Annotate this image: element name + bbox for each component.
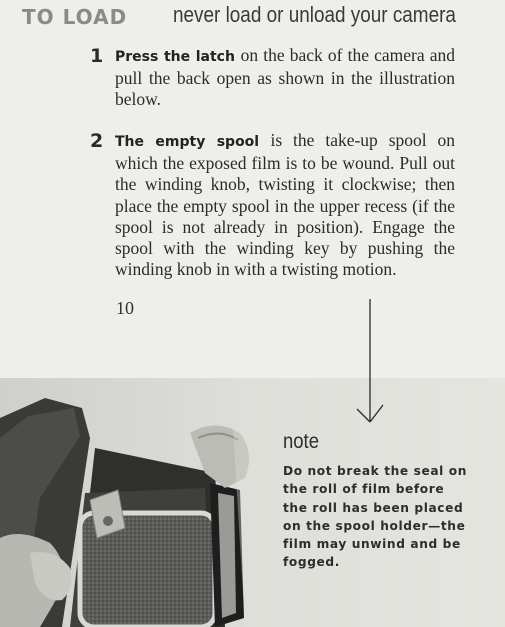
step-body: on the back of the camera and pull the back open as shown in the illustration below. (115, 45, 455, 110)
step-number: 1 (90, 45, 104, 67)
note-text: Do not break the seal on the roll of film before the roll has been placed on the spool holder—the film may unwind and be fogged. (283, 464, 468, 570)
section-title: TO LOAD (22, 5, 128, 29)
page-number: 10 (116, 298, 134, 318)
step-text (115, 45, 455, 111)
step-lead: Press the latch (115, 49, 241, 65)
step-number: 2 (90, 130, 104, 152)
page-header (0, 2, 505, 32)
note-title: note (283, 430, 319, 453)
step-text (115, 130, 455, 280)
pointer-arrow (345, 297, 395, 427)
header-tagline: never load or unload your camera (173, 2, 456, 27)
step-body: is the take-up spool on which the exposed film is to be wound. Pull out the winding knob, twisting it clockwise; then place the empty spool in the upper recess (if the spool is not already in position). Engage the spool with the winding key by pushing the winding knob in with a twisting motion. (115, 130, 456, 280)
step-lead: The empty spool (115, 134, 271, 150)
